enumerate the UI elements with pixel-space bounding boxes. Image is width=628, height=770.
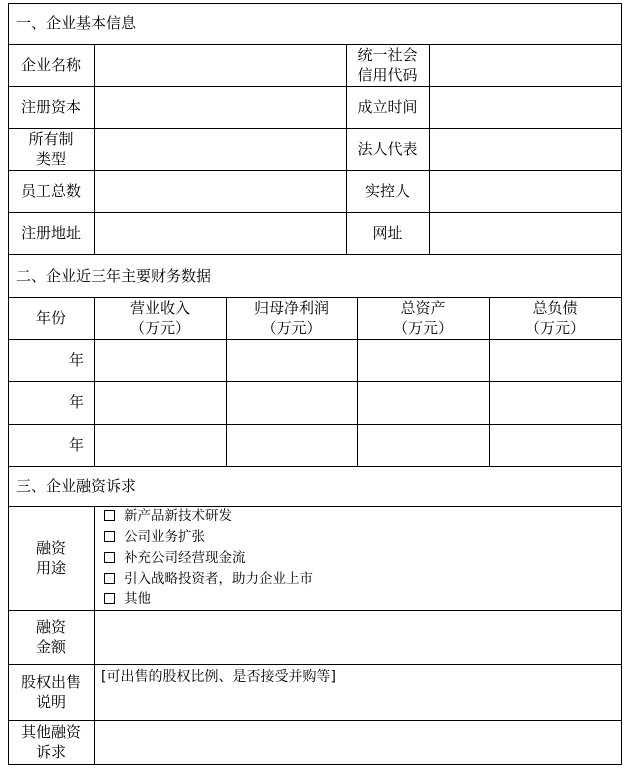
- row-divider: [8, 381, 622, 382]
- checkbox-icon[interactable]: [104, 510, 115, 521]
- checkbox-label: 其他: [124, 591, 151, 607]
- checkbox-icon[interactable]: [104, 593, 115, 604]
- year-label-row2: 年: [69, 393, 85, 411]
- checkbox-option-rnd[interactable]: [104, 507, 232, 525]
- label-registered-address: 注册地址: [20, 224, 81, 242]
- row-divider: [8, 664, 622, 665]
- header-revenue-line1: 营业收入: [129, 299, 190, 317]
- header-total-assets: [357, 298, 489, 338]
- label-financing-purpose-line1: 融资: [35, 539, 66, 557]
- header-total-assets-line1: 总资产: [400, 299, 446, 317]
- checkbox-icon[interactable]: [104, 531, 115, 542]
- label-website: 网址: [372, 224, 403, 242]
- col-divider: [429, 44, 430, 254]
- equity-sale-note: [可出售的股权比例、是否接受并购等]: [101, 669, 336, 685]
- label-registered-capital: 注册资本: [20, 98, 81, 116]
- label-legal-representative: 法人代表: [357, 140, 418, 158]
- label-credit-code-line2: 信用代码: [357, 66, 418, 84]
- row-divider: [8, 720, 622, 721]
- label-ownership-type: [8, 129, 94, 169]
- checkbox-icon[interactable]: [104, 573, 115, 584]
- label-equity-sale-line1: 股权出售: [20, 673, 81, 691]
- checkbox-icon[interactable]: [104, 552, 115, 563]
- label-other-financing-line1: 其他融资: [20, 723, 81, 741]
- label-equity-sale-line2: 说明: [35, 693, 66, 711]
- year-label-row3: 年: [69, 436, 85, 454]
- row-divider: [8, 424, 622, 425]
- label-ownership-line2: 类型: [35, 150, 66, 168]
- label-financing-amount-line1: 融资: [35, 618, 66, 636]
- section-title-financing-needs: 三、企业融资诉求: [16, 477, 137, 495]
- checkbox-label: 公司业务扩张: [124, 529, 205, 545]
- label-credit-code-line1: 统一社会: [357, 46, 418, 64]
- section-title-financial-data: 二、企业近三年主要财务数据: [16, 267, 212, 285]
- header-revenue: [94, 298, 226, 338]
- row-divider: [8, 339, 622, 340]
- row-divider: [8, 212, 622, 213]
- col-divider: [94, 506, 95, 764]
- label-financing-purpose: [8, 538, 94, 578]
- header-revenue-unit: （万元）: [129, 319, 190, 337]
- row-divider: [8, 466, 622, 467]
- row-divider: [8, 86, 622, 87]
- section-title-basic-info: 一、企业基本信息: [16, 14, 137, 32]
- year-label-row1: 年: [69, 351, 85, 369]
- label-equity-sale: [8, 672, 94, 712]
- col-divider: [94, 44, 95, 254]
- header-year: 年份: [35, 309, 66, 327]
- checkbox-option-other[interactable]: [104, 590, 151, 608]
- label-financing-amount-line2: 金额: [35, 638, 66, 656]
- label-financing-purpose-line2: 用途: [35, 559, 66, 577]
- table-border-top: [8, 3, 622, 4]
- row-divider: [8, 610, 622, 611]
- header-total-assets-unit: （万元）: [392, 319, 453, 337]
- header-net-profit-line1: 归母净利润: [253, 299, 329, 317]
- label-company-name: 企业名称: [20, 56, 81, 74]
- label-actual-controller: 实控人: [364, 182, 410, 200]
- header-net-profit: [226, 298, 357, 338]
- label-financing-amount: [8, 617, 94, 657]
- label-other-financing: [8, 722, 94, 762]
- checkbox-option-cashflow[interactable]: [104, 549, 246, 567]
- table-border-bottom: [8, 764, 622, 765]
- label-established-date: 成立时间: [357, 98, 418, 116]
- row-divider: [8, 506, 622, 507]
- label-credit-code: [346, 45, 429, 85]
- row-divider: [8, 254, 622, 255]
- label-other-financing-line2: 诉求: [35, 743, 66, 761]
- row-divider: [8, 128, 622, 129]
- checkbox-label: 补充公司经营现金流: [124, 550, 246, 566]
- header-total-liabilities-unit: （万元）: [524, 319, 585, 337]
- label-ownership-line1: 所有制: [28, 130, 74, 148]
- header-net-profit-unit: （万元）: [261, 319, 322, 337]
- row-divider: [8, 170, 622, 171]
- header-total-liabilities: [489, 298, 621, 338]
- table-border-right: [621, 3, 622, 765]
- checkbox-option-strategic-investor[interactable]: [104, 570, 313, 588]
- label-employee-count: 员工总数: [20, 182, 81, 200]
- header-total-liabilities-line1: 总负债: [532, 299, 578, 317]
- row-divider: [8, 44, 622, 45]
- checkbox-label: 引入战略投资者，助力企业上市: [124, 571, 313, 587]
- checkbox-label: 新产品新技术研发: [124, 508, 232, 524]
- checkbox-option-expansion[interactable]: [104, 528, 205, 546]
